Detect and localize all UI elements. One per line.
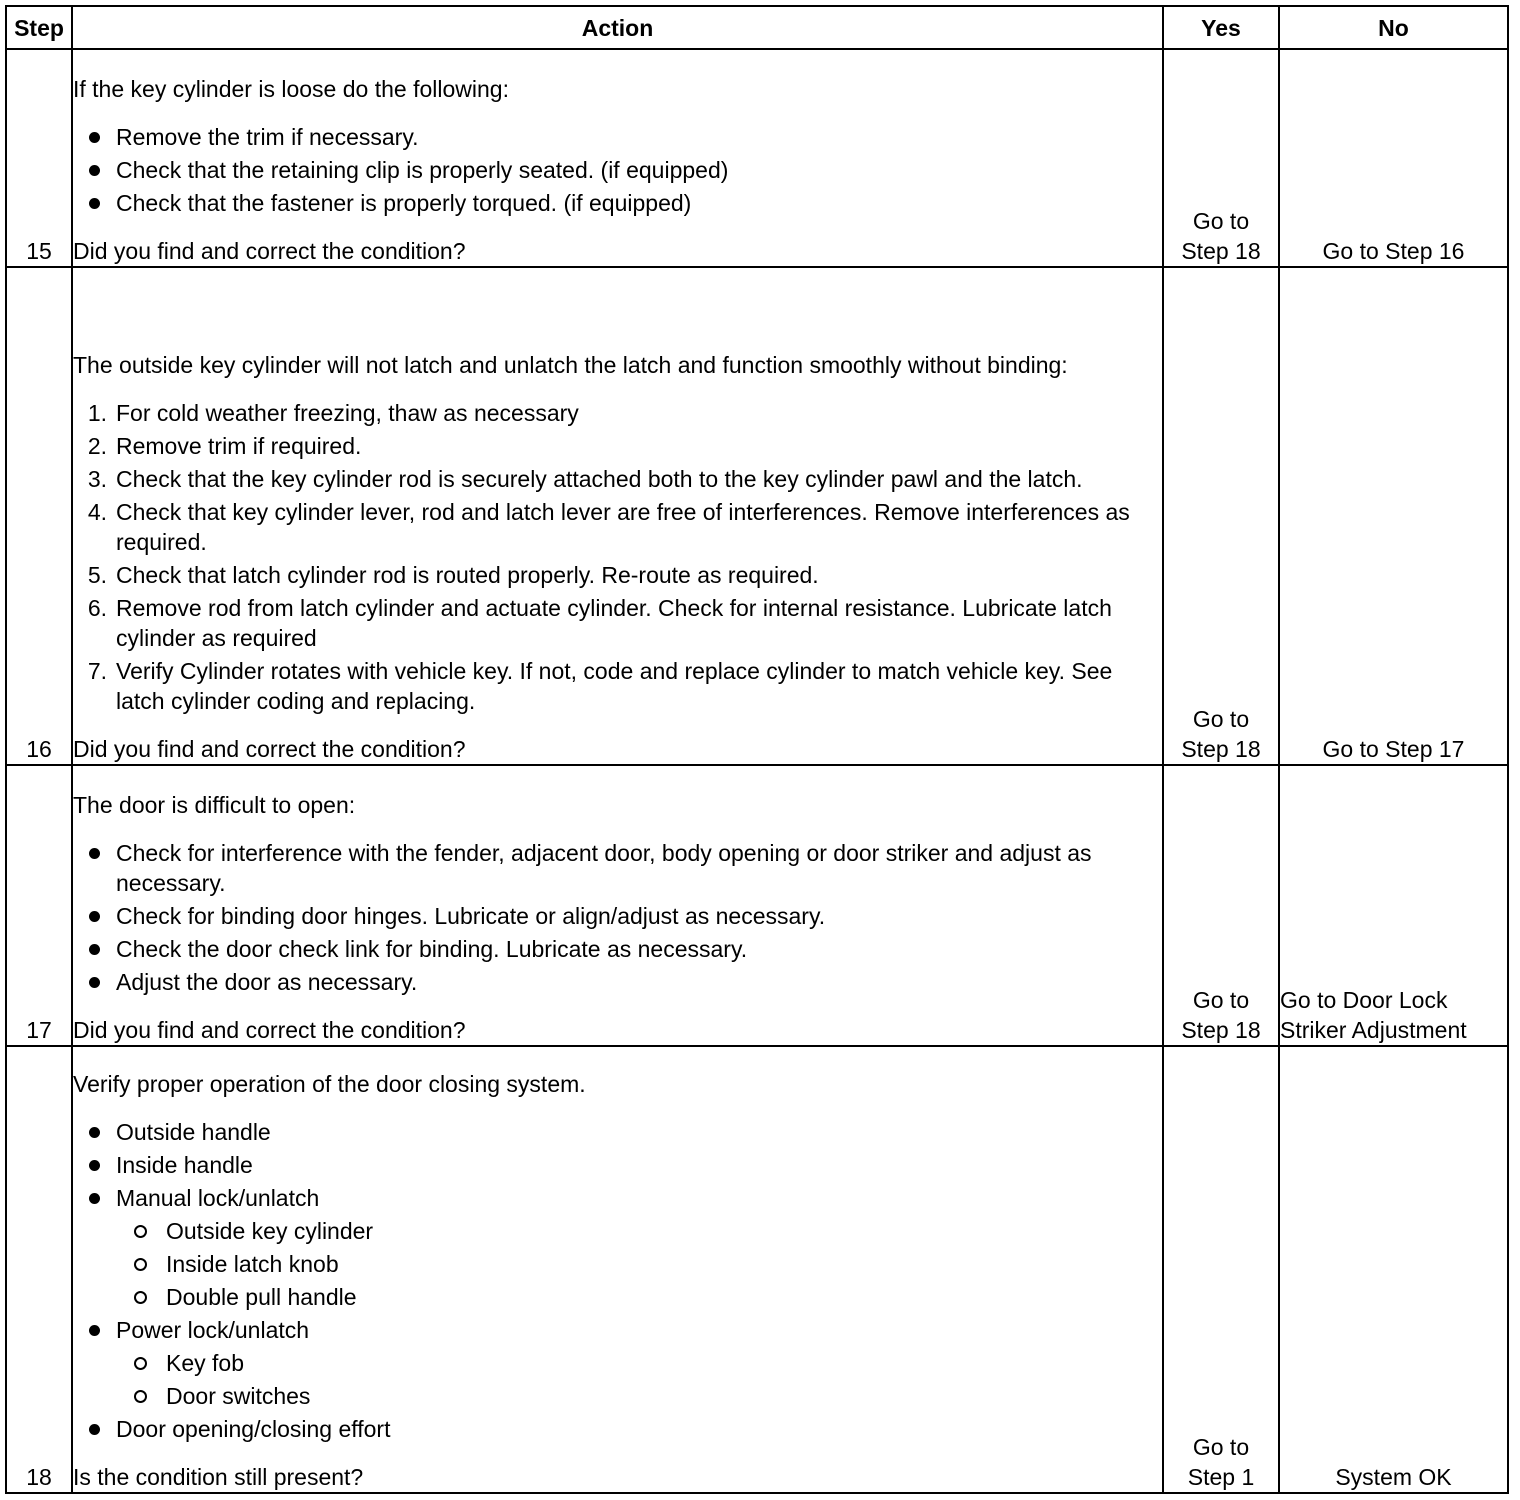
- action-intro: If the key cylinder is loose do the following:: [73, 76, 509, 102]
- numbered-list: [73, 398, 1162, 716]
- list-item: Adjust the door as necessary.: [73, 967, 1162, 997]
- action-cell: [72, 267, 1163, 765]
- yes-cell: [1163, 765, 1279, 1046]
- no-line: System OK: [1335, 1464, 1452, 1490]
- action-question: Is the condition still present?: [73, 1464, 364, 1490]
- diagnostic-table-container: [5, 5, 1507, 1494]
- circle-bullet-icon: [134, 1390, 147, 1403]
- header-action: Action: [72, 6, 1163, 49]
- bullet-icon: [89, 848, 100, 859]
- list-item: Manual lock/unlatch Outside key cylinder Inside latch knob Double pull handle: [73, 1183, 1162, 1312]
- circle-bullet-icon: [134, 1225, 147, 1238]
- yes-line: Step 18: [1181, 1017, 1261, 1043]
- action-intro: Verify proper operation of the door closing system.: [73, 1071, 586, 1097]
- header-step: Step: [6, 6, 72, 49]
- step-number: 15: [6, 49, 72, 267]
- bullet-icon: [89, 165, 100, 176]
- sub-list-item: Key fob: [116, 1348, 1162, 1378]
- list-item: Check for interference with the fender, adjacent door, body opening or door striker and adjust as necessary.: [73, 838, 1162, 898]
- list-item: 3. Check that the key cylinder rod is securely attached both to the key cylinder pawl and the latch.: [87, 466, 1083, 492]
- list-item: Check that the retaining clip is properly seated. (if equipped): [73, 155, 1162, 185]
- step-number: 16: [6, 267, 72, 765]
- sub-list: [116, 1348, 1162, 1411]
- list-item: Remove the trim if necessary.: [73, 122, 1162, 152]
- no-line: Go to Door Lock: [1280, 987, 1448, 1013]
- action-cell: [72, 49, 1163, 267]
- yes-line: Go to: [1192, 706, 1250, 732]
- no-line: Go to Step 16: [1322, 238, 1465, 264]
- bullet-icon: [89, 132, 100, 143]
- table-row-step-18: [6, 1046, 1508, 1493]
- no-line: Go to Step 17: [1322, 736, 1465, 762]
- circle-bullet-icon: [134, 1258, 147, 1271]
- action-cell: [72, 1046, 1163, 1493]
- list-item: 7. Verify Cylinder rotates with vehicle key. If not, code and replace cylinder to match vehicle key. See latch cylinder coding and replacing.: [87, 658, 1113, 714]
- table-header-row: [6, 6, 1508, 49]
- bullet-icon: [89, 911, 100, 922]
- action-question: Did you find and correct the condition?: [73, 736, 466, 762]
- no-cell: [1279, 765, 1508, 1046]
- no-line: Striker Adjustment: [1280, 1017, 1467, 1043]
- yes-cell: [1163, 1046, 1279, 1493]
- list-item: Door opening/closing effort: [73, 1414, 1162, 1444]
- no-cell: [1279, 1046, 1508, 1493]
- header-no: No: [1279, 6, 1508, 49]
- yes-line: Step 1: [1187, 1464, 1255, 1490]
- action-question: Did you find and correct the condition?: [73, 1017, 466, 1043]
- yes-line: Go to: [1192, 208, 1250, 234]
- list-item: Inside handle: [73, 1150, 1162, 1180]
- list-item: Check that the fastener is properly torqued. (if equipped): [73, 188, 1162, 218]
- bullet-icon: [89, 1424, 100, 1435]
- yes-line: Go to: [1192, 1434, 1250, 1460]
- circle-bullet-icon: [134, 1291, 147, 1304]
- bullet-icon: [89, 1160, 100, 1171]
- table-row-step-17: [6, 765, 1508, 1046]
- action-question: Did you find and correct the condition?: [73, 238, 466, 264]
- table-row-step-15: [6, 49, 1508, 267]
- bullet-list: [73, 122, 1162, 218]
- list-item: 1. For cold weather freezing, thaw as necessary: [87, 400, 579, 426]
- bullet-icon: [89, 1325, 100, 1336]
- header-yes: Yes: [1163, 6, 1279, 49]
- yes-line: Step 18: [1181, 736, 1261, 762]
- list-item: 4. Check that key cylinder lever, rod and latch lever are free of interferences. Remove interferences as required.: [87, 499, 1130, 555]
- step-number: 17: [6, 765, 72, 1046]
- list-item: 2. Remove trim if required.: [87, 433, 362, 459]
- list-item: Power lock/unlatch Key fob Door switches: [73, 1315, 1162, 1411]
- list-item: 5. Check that latch cylinder rod is routed properly. Re-route as required.: [87, 562, 819, 588]
- sub-list-item: Outside key cylinder: [116, 1216, 1162, 1246]
- bullet-icon: [89, 1127, 100, 1138]
- action-intro: The door is difficult to open:: [73, 792, 356, 818]
- sub-list-item: Inside latch knob: [116, 1249, 1162, 1279]
- yes-cell: [1163, 49, 1279, 267]
- yes-line: Go to: [1192, 987, 1250, 1013]
- bullet-icon: [89, 198, 100, 209]
- list-item: Check for binding door hinges. Lubricate or align/adjust as necessary.: [73, 901, 1162, 931]
- sub-list-item: Double pull handle: [116, 1282, 1162, 1312]
- circle-bullet-icon: [134, 1357, 147, 1370]
- bullet-list: [73, 1117, 1162, 1444]
- yes-line: Step 18: [1181, 238, 1261, 264]
- step-number: 18: [6, 1046, 72, 1493]
- bullet-list: [73, 838, 1162, 997]
- sub-list-item: Door switches: [116, 1381, 1162, 1411]
- list-item: 6. Remove rod from latch cylinder and actuate cylinder. Check for internal resistance. Lubricate latch cylinder as required: [87, 595, 1112, 651]
- bullet-icon: [89, 944, 100, 955]
- bullet-icon: [89, 977, 100, 988]
- list-item: Check the door check link for binding. Lubricate as necessary.: [73, 934, 1162, 964]
- no-cell: [1279, 49, 1508, 267]
- sub-list: [116, 1216, 1162, 1312]
- bullet-icon: [89, 1193, 100, 1204]
- list-item: Outside handle: [73, 1117, 1162, 1147]
- no-cell: [1279, 267, 1508, 765]
- diagnostic-table: [5, 5, 1509, 1494]
- table-row-step-16: [6, 267, 1508, 765]
- action-cell: [72, 765, 1163, 1046]
- yes-cell: [1163, 267, 1279, 765]
- action-intro: The outside key cylinder will not latch and unlatch the latch and function smoothly without binding:: [73, 352, 1068, 378]
